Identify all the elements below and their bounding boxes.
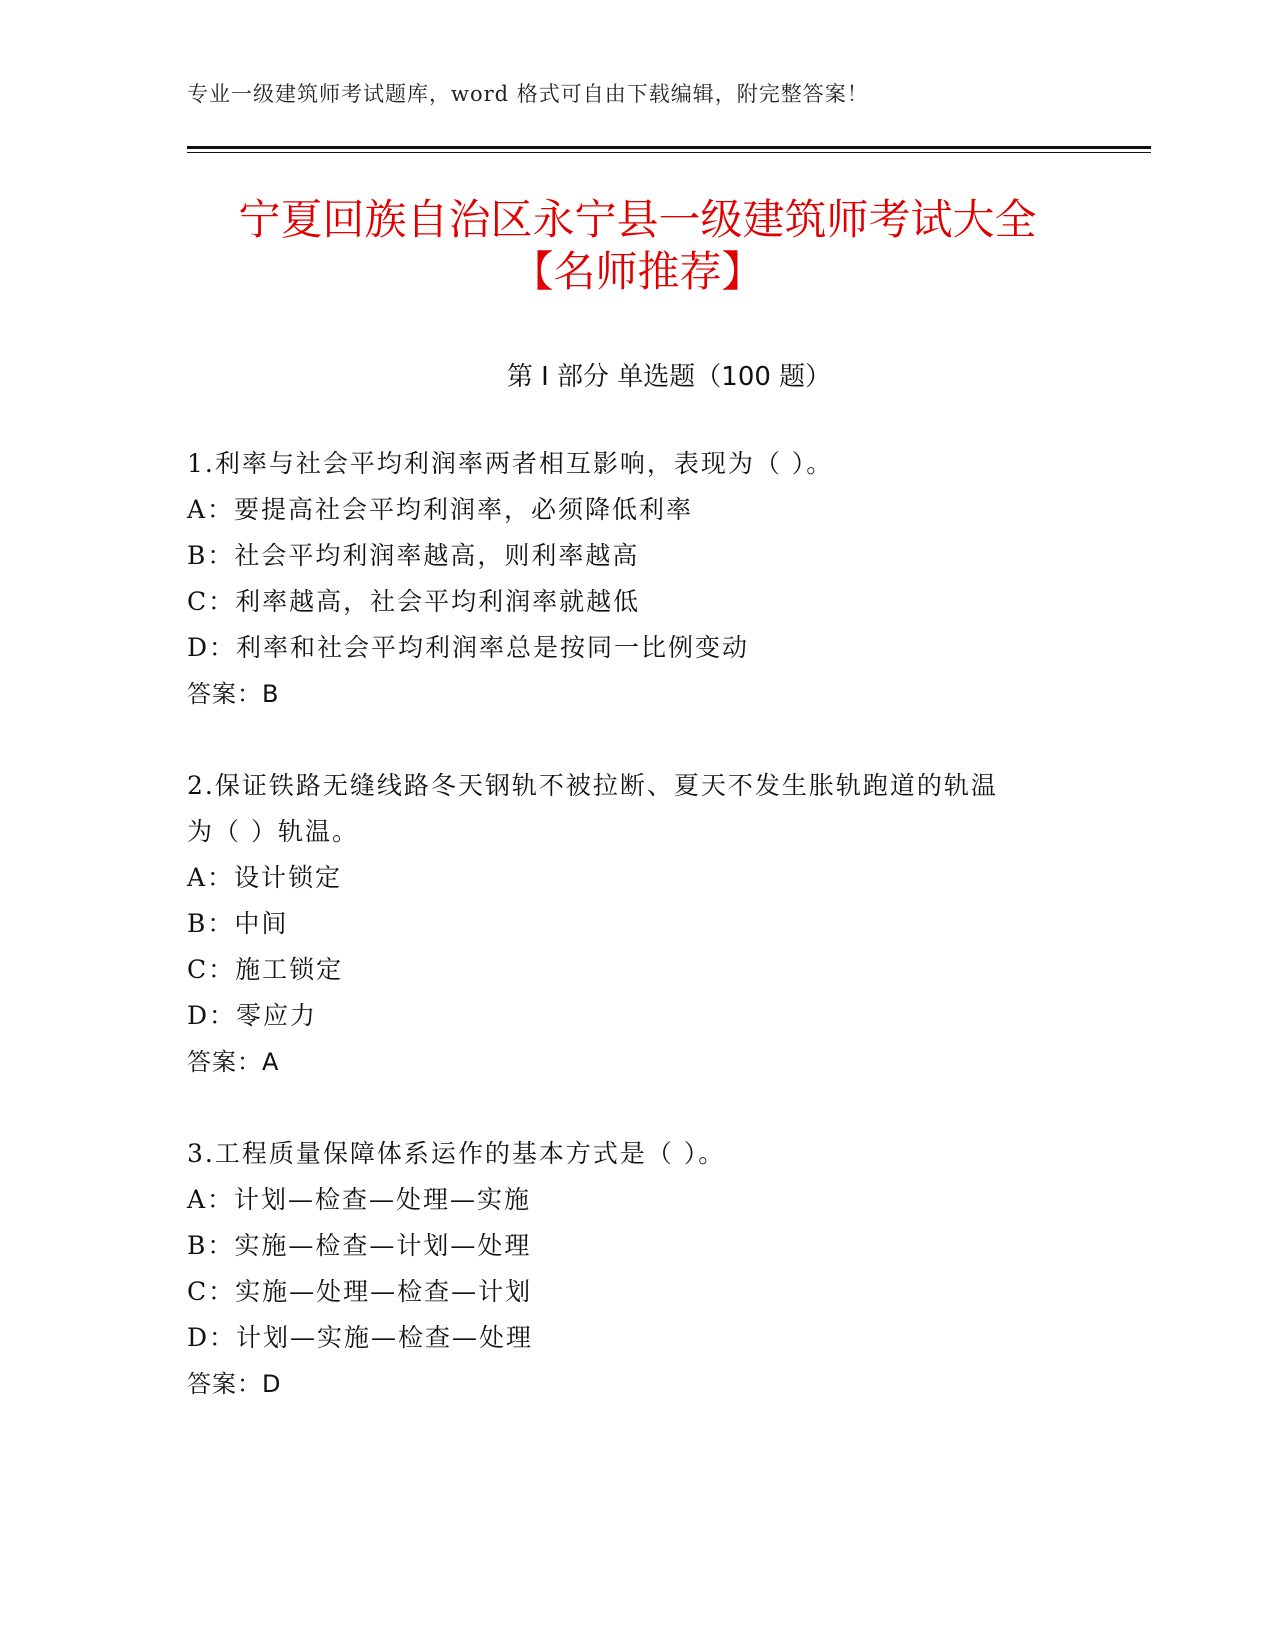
answer: 答案：D: [187, 1370, 282, 1398]
question-2: [187, 763, 1087, 1085]
option-d: D：利率和社会平均利润率总是按同一比例变动: [187, 633, 750, 662]
option-b: B：中间: [187, 909, 289, 938]
question-stem-continued: 为（ ）轨温。: [187, 817, 359, 846]
option-c: C：利率越高，社会平均利润率就越低: [187, 587, 641, 616]
document-title: [120, 194, 1155, 298]
title-line-1: 宁夏回族自治区永宁县一级建筑师考试大全: [238, 195, 1037, 244]
question-stem: 3.工程质量保障体系运作的基本方式是（ ）。: [187, 1139, 726, 1168]
section-title: 第 I 部分 单选题（100 题）: [506, 362, 832, 392]
option-a: A：设计锁定: [187, 863, 343, 892]
answer: 答案：A: [187, 1048, 280, 1076]
question-stem: 2.保证铁路无缝线路冬天钢轨不被拉断、夏天不发生胀轨跑道的轨温: [187, 771, 998, 800]
option-b: B：社会平均利润率越高，则利率越高: [187, 541, 640, 570]
option-d: D：零应力: [187, 1001, 318, 1030]
question-3: [187, 1131, 1087, 1407]
title-line-2: 【名师推荐】: [511, 247, 764, 296]
header-divider-thin: [187, 152, 1151, 153]
option-c: C：施工锁定: [187, 955, 344, 984]
option-c: C：实施—处理—检查—计划: [187, 1277, 533, 1306]
question-list: [187, 441, 1087, 1453]
question-1: [187, 441, 1087, 717]
question-stem: 1.利率与社会平均利润率两者相互影响，表现为（ ）。: [187, 449, 834, 478]
header-divider-thick: [187, 146, 1151, 149]
option-a: A：要提高社会平均利润率，必须降低利率: [187, 495, 694, 524]
option-b: B：实施—检查—计划—处理: [187, 1231, 532, 1260]
answer: 答案：B: [187, 680, 280, 708]
header-note: 专业一级建筑师考试题库，word 格式可自由下载编辑，附完整答案！: [187, 82, 869, 106]
option-d: D：计划—实施—检查—处理: [187, 1323, 534, 1352]
option-a: A：计划—检查—处理—实施: [187, 1185, 532, 1214]
